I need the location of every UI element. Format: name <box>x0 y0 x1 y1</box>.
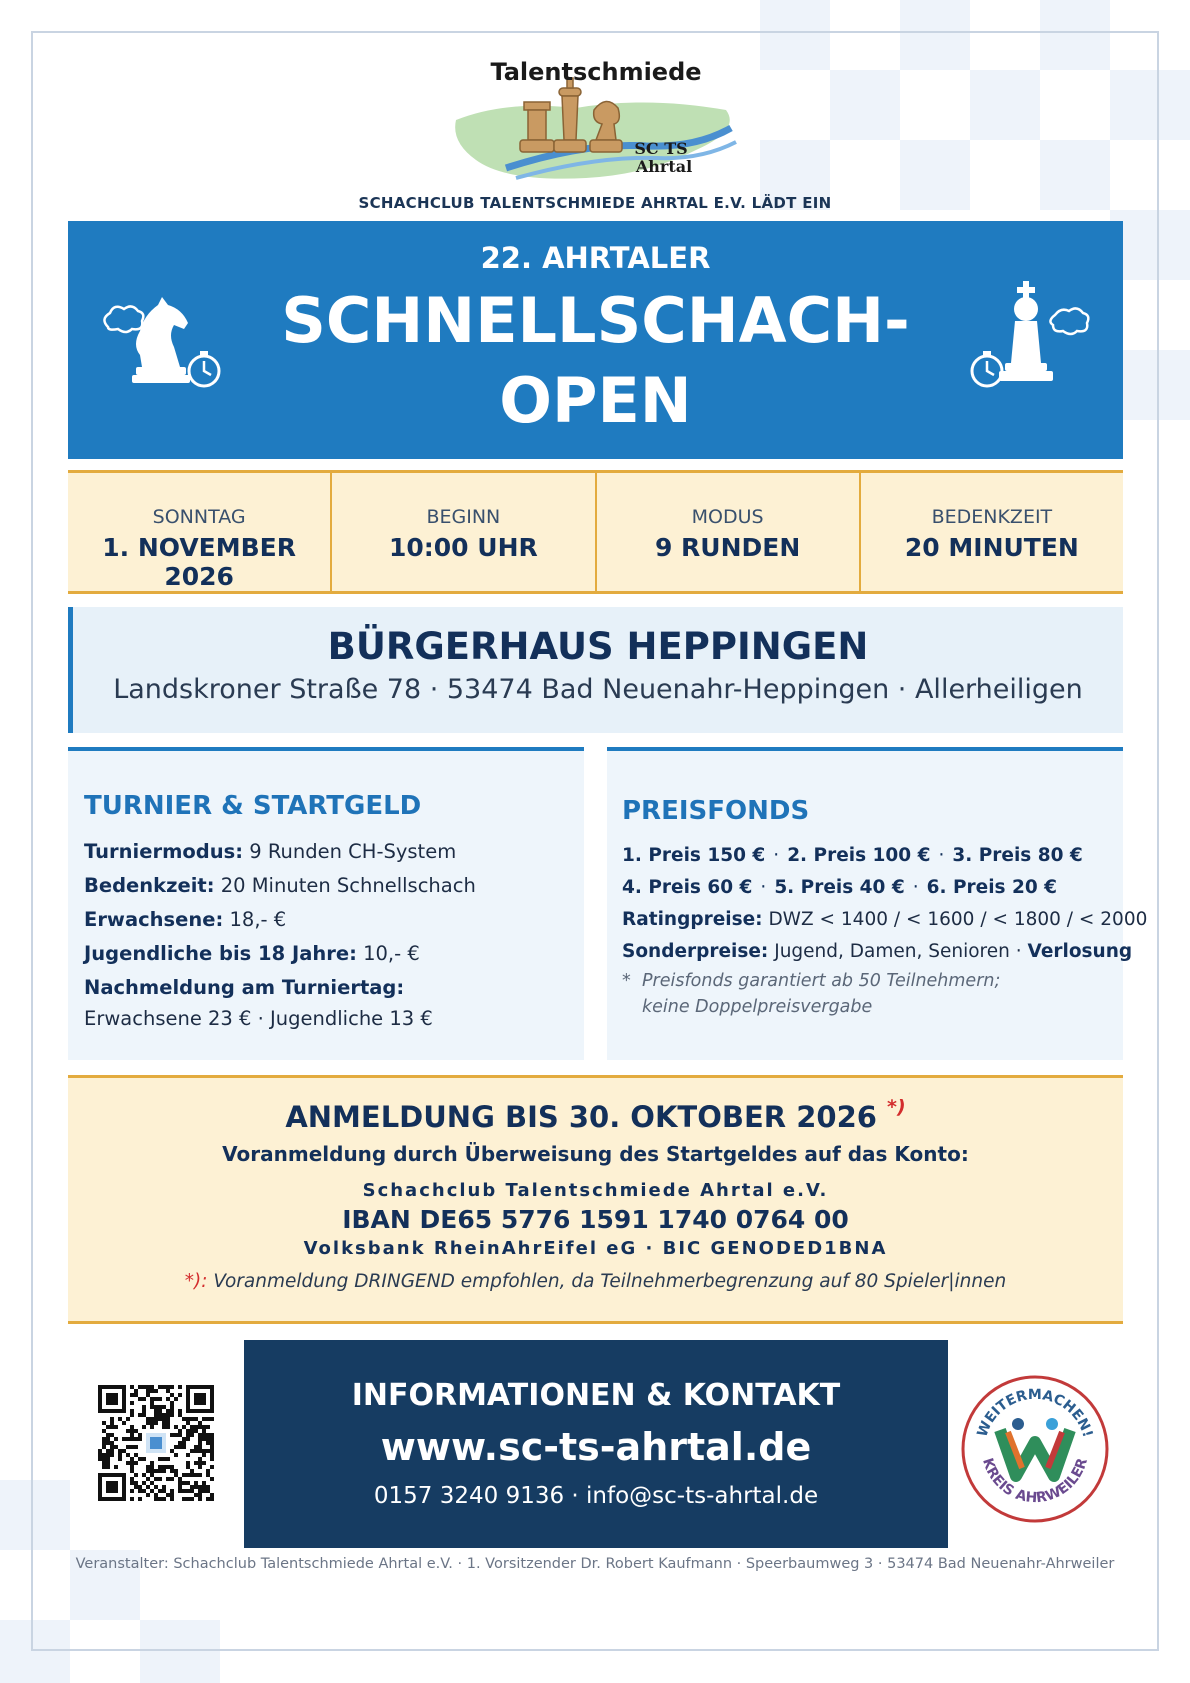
footnote-mark: *): <box>184 1271 208 1292</box>
note-text: Preisfonds garantiert ab 50 Teilnehmern; <box>642 971 1001 991</box>
prize-6: 6. Preis 20 € <box>926 877 1058 898</box>
deadline-mark: *) <box>887 1096 906 1118</box>
raffle-label: Verlosung <box>1027 941 1133 962</box>
separator: · <box>938 845 945 866</box>
fact-value: 9 RUNDEN <box>654 533 801 562</box>
tournament-row <box>84 937 584 971</box>
row-value: 20 Minuten Schnellschach <box>220 874 476 897</box>
qr-code-graphic <box>98 1385 214 1501</box>
contact-box <box>244 1340 948 1548</box>
prize-2: 2. Preis 100 € <box>787 845 931 866</box>
key-facts-bar <box>68 470 1123 594</box>
prize-row <box>622 840 1123 872</box>
prize-row <box>622 872 1123 904</box>
fact-value: 10:00 UHR <box>388 533 538 562</box>
prize-3: 3. Preis 80 € <box>952 845 1083 866</box>
row-value: 18,- € <box>229 908 287 931</box>
weitermachen-badge-icon <box>958 1372 1112 1526</box>
badge-graphic <box>958 1372 1112 1526</box>
row-label: Sonderpreise: <box>622 941 769 962</box>
registration-instruction: Voranmeldung durch Überweisung des Startgeldes auf das Konto: <box>222 1142 969 1166</box>
row-value: 10,- € <box>363 942 420 965</box>
deadline-text: ANMELDUNG BIS 30. OKTOBER 2026 <box>285 1100 877 1134</box>
row-label: Erwachsene: <box>84 908 224 931</box>
note-text: keine Doppelpreisvergabe <box>642 997 873 1017</box>
prize-card <box>607 747 1148 1060</box>
separator: · <box>773 845 780 866</box>
fact-start <box>332 473 596 591</box>
fact-value: 20 MINUTEN <box>904 533 1079 562</box>
title-line-1: SCHNELLSCHACH- <box>281 284 910 357</box>
rating-prizes <box>622 904 1148 936</box>
prize-note <box>622 968 1123 994</box>
contact-heading: INFORMATIONEN & KONTAKT <box>351 1378 841 1413</box>
title-banner <box>68 221 1123 459</box>
late-entry-value: Erwachsene 23 € · Jugendliche 13 € <box>84 1007 433 1030</box>
row-label: Nachmeldung am Turniertag: <box>84 976 405 999</box>
edition-label: 22. AHRTALER <box>480 241 711 275</box>
venue-address: Landskroner Straße 78 · 53474 Bad Neuenahr-Heppingen · Allerheiligen <box>113 674 1083 705</box>
account-holder: Schachclub Talentschmiede Ahrtal e.V. <box>362 1180 829 1201</box>
organizer-footer: Veranstalter: Schachclub Talentschmiede Ahrtal e.V. · 1. Vorsitzender Dr. Robert Kaufmann · Speerbaumweg 3 · 53474 Bad Neuenahr-Ahrweiler <box>75 1556 1115 1572</box>
row-value: DWZ < 1400 / < 1600 / < 1800 / < 2000 <box>768 909 1148 930</box>
tournament-title: TURNIER & STARTGELD <box>84 791 422 821</box>
tournament-card <box>68 747 584 1060</box>
prize-title: PREISFONDS <box>622 796 810 826</box>
fact-label: BEDENKZEIT <box>931 506 1053 528</box>
website-link[interactable]: www.sc-ts-ahrtal.de <box>380 1425 812 1469</box>
svg-text:SC TS: SC TS <box>634 139 688 158</box>
row-value: Jugend, Damen, Senioren · <box>774 941 1022 962</box>
club-logo <box>446 50 746 192</box>
fact-mode <box>597 473 861 591</box>
phone-email[interactable]: 0157 3240 9136 · info@sc-ts-ahrtal.de <box>373 1483 819 1509</box>
fact-label: BEGINN <box>426 506 501 528</box>
row-label: Turniermodus: <box>84 840 244 863</box>
chess-pieces-logo-icon <box>446 50 746 192</box>
note-asterisk: * <box>622 971 631 991</box>
qr-code-icon[interactable] <box>98 1385 214 1501</box>
prize-5: 5. Preis 40 € <box>774 877 905 898</box>
registration-footnote <box>68 1271 1123 1292</box>
invite-line: SCHACHCLUB TALENTSCHMIEDE AHRTAL E.V. LÄDT EIN <box>358 194 832 212</box>
registration-box <box>68 1075 1123 1324</box>
bank-info: Volksbank RheinAhrEifel eG · BIC GENODED1BNA <box>303 1238 888 1259</box>
iban: IBAN DE65 5776 1591 1740 0764 00 <box>342 1205 849 1234</box>
tournament-row <box>84 903 584 937</box>
row-label: Ratingpreise: <box>622 909 763 930</box>
prize-note <box>622 994 1123 1020</box>
row-label: Jugendliche bis 18 Jahre: <box>84 942 357 965</box>
fact-label: MODUS <box>691 506 764 528</box>
svg-text:Ahrtal: Ahrtal <box>635 157 693 176</box>
badge-bottom-text: KREIS AHRWEILER <box>979 1456 1091 1507</box>
prize-4: 4. Preis 60 € <box>622 877 753 898</box>
fact-value: 1. NOVEMBER 2026 <box>102 533 297 591</box>
row-value: 9 Runden CH-System <box>249 840 457 863</box>
fact-time-control <box>861 473 1123 591</box>
registration-deadline <box>68 1096 1123 1134</box>
prize-1: 1. Preis 150 € <box>622 845 766 866</box>
svg-text:Talentschmiede: Talentschmiede <box>490 58 702 86</box>
venue-box <box>68 607 1123 733</box>
separator: · <box>760 877 767 898</box>
late-entry-label <box>84 971 584 1005</box>
tournament-row <box>84 835 584 869</box>
fact-label: SONNTAG <box>152 506 246 528</box>
separator: · <box>912 877 919 898</box>
tournament-row <box>84 869 584 903</box>
fact-date <box>68 473 332 591</box>
row-label: Bedenkzeit: <box>84 874 215 897</box>
title-line-2: OPEN <box>499 364 692 437</box>
special-prizes <box>622 936 1133 968</box>
footnote-text: Voranmeldung DRINGEND empfohlen, da Teilnehmerbegrenzung auf 80 Spieler|innen <box>213 1271 1007 1292</box>
badge-top-text: WEITERMACHEN! <box>974 1386 1096 1440</box>
venue-name: BÜRGERHAUS HEPPINGEN <box>327 625 869 668</box>
